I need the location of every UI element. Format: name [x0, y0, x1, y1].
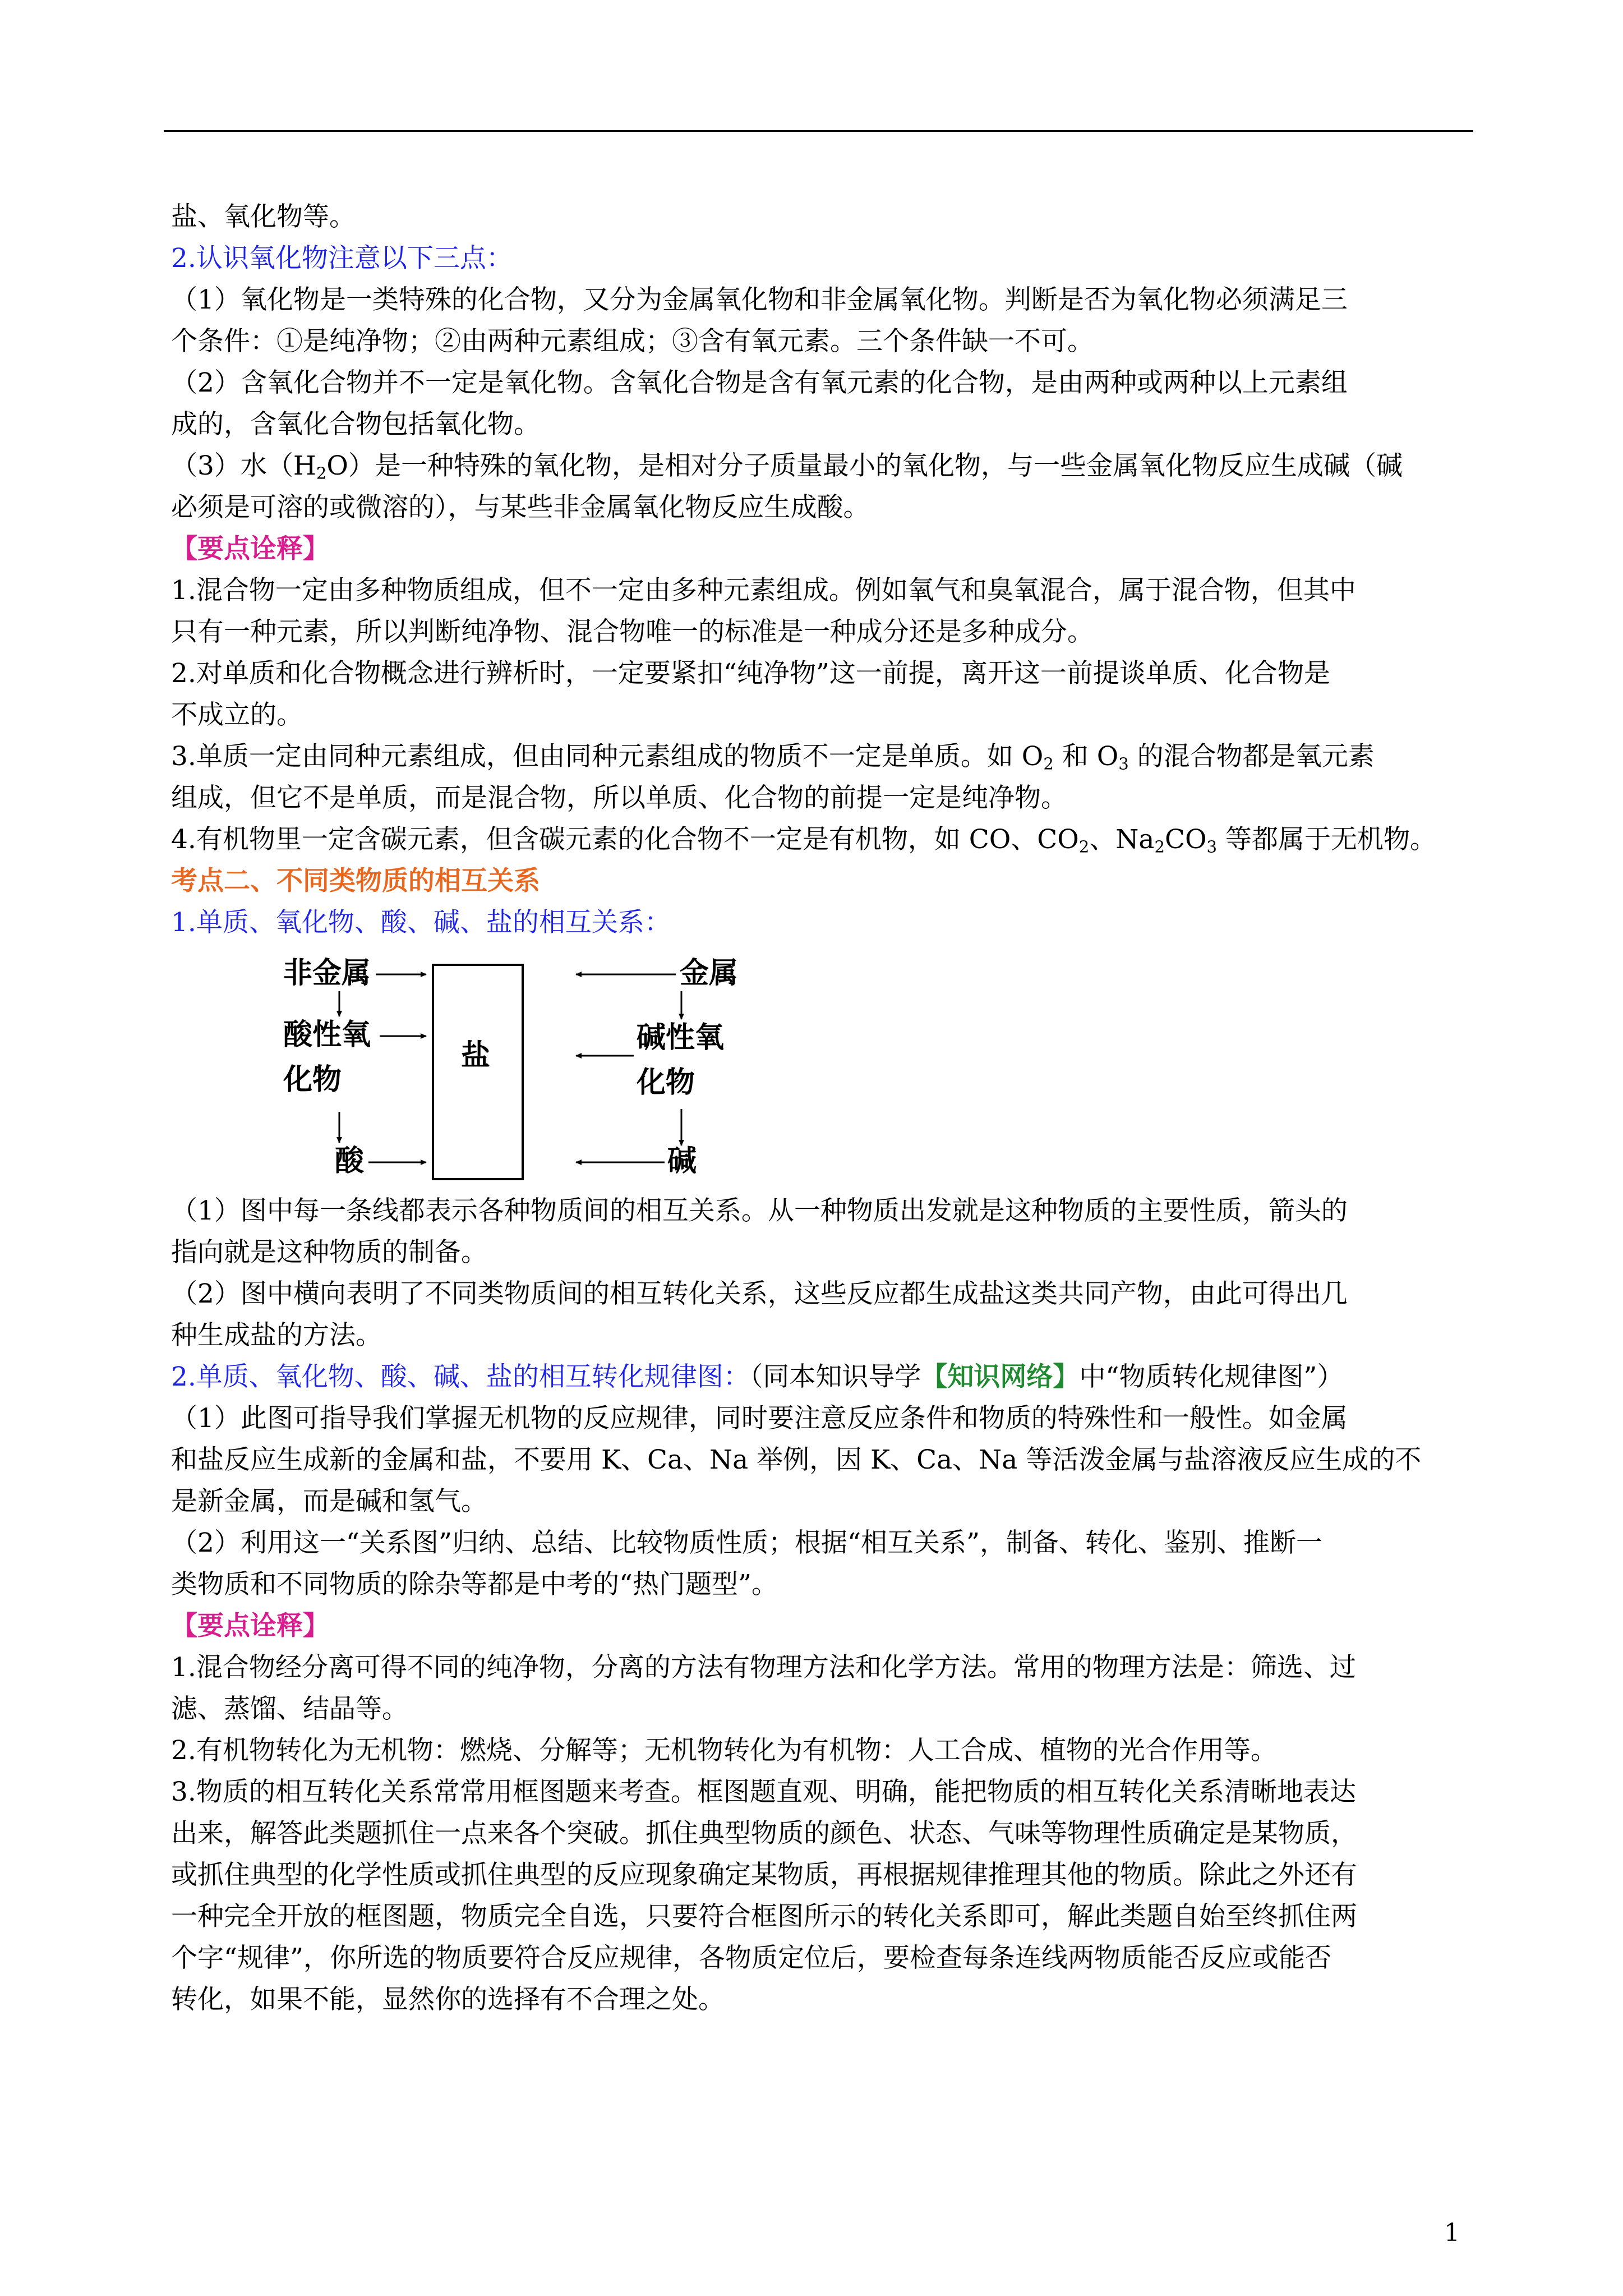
highlight-text: 【知识网络】: [921, 1361, 1080, 1392]
label-acid-oxide-2: 化物: [283, 1063, 342, 1097]
text-fragment: （同本知识导学: [749, 1361, 921, 1392]
text-line: 类物质和不同物质的除杂等都是中考的“热门题型”。: [171, 1569, 778, 1600]
section-heading: 1.单质、氧化物、酸、碱、盐的相互关系：: [171, 907, 671, 938]
text-fragment: 等都属于无机物。: [1217, 824, 1436, 855]
text-line: 2.对单质和化合物概念进行辨析时，一定要紧扣“纯净物”这一前提，离开这一前提谈单质、化合物是: [171, 658, 1330, 689]
label-acid-oxide-1: 酸性氧: [283, 1018, 371, 1052]
subscript: 3: [1206, 837, 1218, 857]
text-fragment: CO: [1165, 824, 1207, 855]
text-line: 个条件：①是纯净物；②由两种元素组成；③含有氧元素。三个条件缺一不可。: [171, 326, 1094, 357]
label-nonmetal: 非金属: [283, 956, 371, 990]
subscript: 2: [1154, 837, 1165, 857]
text-line: [171, 736, 1478, 777]
text-fragment: 、Na: [1089, 824, 1155, 855]
text-line: （2）含氧化合物并不一定是氧化物。含氧化合物是含有氧元素的化合物，是由两种或两种以上元素组: [171, 367, 1348, 398]
text-fragment: 和 O: [1053, 741, 1119, 772]
text-line: 1.混合物一定由多种物质组成，但不一定由多种元素组成。例如氧气和臭氧混合，属于混合物，但其中: [171, 575, 1356, 606]
text-line: 必须是可溶的或微溶的），与某些非金属氧化物反应生成酸。: [171, 492, 870, 523]
text-line: 滤、蒸馏、结晶等。: [171, 1694, 408, 1724]
text-fragment: O）是一种特殊的氧化物，是相对分子质量最小的氧化物，与一些金属氧化物反应生成碱（碱: [326, 450, 1403, 481]
text-line: 出来，解答此类题抓住一点来各个突破。抓住典型物质的颜色、状态、气味等物理性质确定是某物质，: [171, 1818, 1357, 1849]
text-line: 组成，但它不是单质，而是混合物，所以单质、化合物的前提一定是纯净物。: [171, 783, 1067, 813]
kaodian-heading: 考点二、不同类物质的相互关系: [171, 866, 540, 896]
text-line: （1）氧化物是一类特殊的化合物，又分为金属氧化物和非金属氧化物。判断是否为氧化物必须满足三: [171, 284, 1348, 315]
header-rule: [164, 130, 1473, 132]
text-line: 只有一种元素，所以判断纯净物、混合物唯一的标准是一种成分还是多种成分。: [171, 616, 1094, 647]
label-salt: 盐: [461, 1039, 491, 1073]
keypoint-heading: 【要点诠释】: [171, 533, 329, 564]
text-fragment: 的混合物都是氧元素: [1128, 741, 1375, 772]
text-line: （2）图中横向表明了不同类物质间的相互转化关系，这些反应都生成盐这类共同产物，由此可得出几: [171, 1278, 1348, 1309]
subscript: 2: [1078, 837, 1090, 857]
subscript: 2: [316, 463, 327, 483]
page-number: 1: [1444, 2219, 1460, 2247]
section-heading-line: [171, 1356, 1478, 1398]
text-fragment: （3）水（H: [171, 450, 316, 481]
document-body: [171, 196, 1478, 2021]
text-line: 一种完全开放的框图题，物质完全自选，只要符合框图所示的转化关系即可，解此类题自始至终抓住两: [171, 1901, 1357, 1932]
text-line: （2）利用这一“关系图”归纳、总结、比较物质性质；根据“相互关系”，制备、转化、鉴别、推断一: [171, 1527, 1323, 1558]
text-line: 个字“规律”，你所选的物质要符合反应规律，各物质定位后，要检查每条连线两物质能否反应或能否: [171, 1943, 1332, 1973]
label-basic-oxide-2: 化物: [637, 1066, 695, 1099]
label-base: 碱: [667, 1144, 697, 1178]
text-line: [171, 445, 1478, 487]
text-line: 或抓住典型的化学性质或抓住典型的反应现象确定某物质，再根据规律推理其他的物质。除此之外还有: [171, 1860, 1357, 1890]
text-line: （1）此图可指导我们掌握无机物的反应规律，同时要注意反应条件和物质的特殊性和一般性。如金属: [171, 1403, 1348, 1434]
text-line: 指向就是这种物质的制备。: [171, 1237, 487, 1268]
subscript: 2: [1043, 754, 1054, 774]
text-line: 种生成盐的方法。: [171, 1320, 382, 1351]
text-line: 3.物质的相互转化关系常常用框图题来考查。框图题直观、明确，能把物质的相互转化关系清晰地表达: [171, 1777, 1356, 1807]
section-heading: 2.单质、氧化物、酸、碱、盐的相互转化规律图：: [171, 1361, 750, 1392]
relationship-diagram: [171, 944, 1478, 1190]
text-line: 和盐反应生成新的金属和盐，不要用 K、Ca、Na 举例，因 K、Ca、Na 等活泼金属与盐溶液反应生成的不: [171, 1444, 1422, 1475]
text-line: 盐、氧化物等。: [171, 201, 356, 232]
text-line: 1.混合物经分离可得不同的纯净物，分离的方法有物理方法和化学方法。常用的物理方法是：筛选、过: [171, 1652, 1356, 1683]
text-fragment: 中“物质转化规律图”）: [1079, 1361, 1344, 1392]
text-line: [171, 819, 1478, 861]
label-acid: 酸: [335, 1144, 365, 1178]
text-line: 成的，含氧化合物包括氧化物。: [171, 409, 540, 440]
text-line: 不成立的。: [171, 700, 303, 730]
label-basic-oxide-1: 碱性氧: [637, 1021, 725, 1055]
text-line: （1）图中每一条线都表示各种物质间的相互关系。从一种物质出发就是这种物质的主要性质，箭头的: [171, 1195, 1348, 1226]
subscript: 3: [1118, 754, 1129, 774]
text-fragment: 3.单质一定由同种元素组成，但由同种元素组成的物质不一定是单质。如 O: [171, 741, 1044, 772]
section-heading: 2.认识氧化物注意以下三点：: [171, 243, 513, 274]
label-metal: 金属: [680, 956, 739, 990]
text-line: 2.有机物转化为无机物：燃烧、分解等；无机物转化为有机物：人工合成、植物的光合作用等。: [171, 1735, 1277, 1766]
text-line: 是新金属，而是碱和氢气。: [171, 1486, 487, 1517]
text-fragment: 4.有机物里一定含碳元素，但含碳元素的化合物不一定是有机物，如 CO、CO: [171, 824, 1079, 855]
keypoint-heading: 【要点诠释】: [171, 1611, 329, 1641]
text-line: 转化，如果不能，显然你的选择有不合理之处。: [171, 1984, 725, 2015]
